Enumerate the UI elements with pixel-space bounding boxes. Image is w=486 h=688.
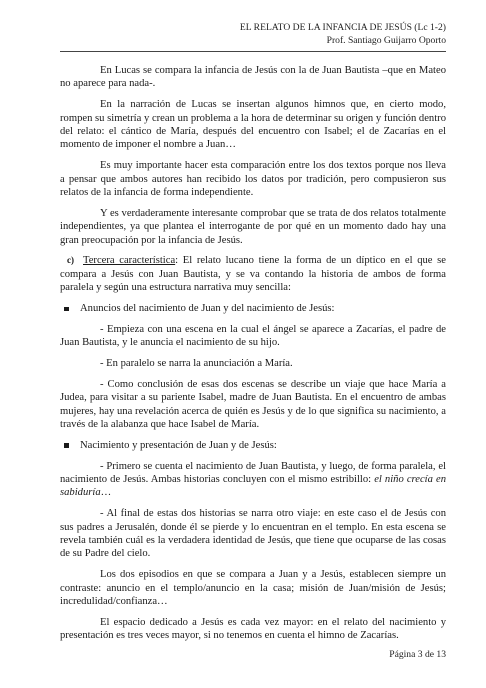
bullet-item — [60, 302, 446, 315]
paragraph: Es muy importante hacer esta comparación entre los dos textos porque nos lleva a pensar que ambos autores han recibido los datos por tradición, pero compusieron sus relatos de la infancia de forma independiente. — [60, 160, 446, 199]
refrain-italic: el niño crecía en sabiduría — [60, 474, 446, 499]
paragraph — [60, 460, 446, 500]
bullet-item — [60, 439, 446, 452]
paragraph-ellipsis: … — [100, 487, 112, 499]
document-body — [60, 64, 446, 650]
item-heading: Tercera característica — [83, 255, 176, 267]
paragraph: En Lucas se compara la infancia de Jesús con la de Juan Bautista –que en Mateo no aparece para nada-. — [60, 65, 446, 90]
paragraph: El espacio dedicado a Jesús es cada vez mayor: en el relato del nacimiento y presentación es tres veces mayor, si no tenemos en cuenta el himno de Zacarías. — [60, 616, 446, 642]
item-label: c) — [67, 255, 74, 266]
paragraph: - En paralelo se narra la anunciación a María. — [100, 358, 293, 370]
paragraph: Los dos episodios en que se compara a Juan y a Jesús, establecen siempre un contraste: anuncio en el templo/anuncio en la casa; misión de Juan/misión de Jesús; incredulidad/confianza… — [60, 569, 446, 608]
paragraph: En la narración de Lucas se insertan algunos himnos que, en cierto modo, rompen su simetría y crean un problema a la hora de determinar su origen y función dentro del relato: el cántico de María, después del encuentro con Isabel; el de Zacarías en el momento de imponer el nombre a Juan… — [60, 99, 446, 151]
paragraph: - Al final de estas dos historias se narra otro viaje: en este caso el de Jesús con sus padres a Jerusalén, donde él se pierde y lo encuentran en el templo. En esta escena se revela también cuál es la verdadera identidad de Jesús, que tiene que ocuparse de las cosas de su Padre del cielo. — [60, 508, 446, 560]
item-c-paragraph — [60, 254, 446, 294]
paragraph: - Como conclusión de esas dos escenas se describe un viaje que hace María a Judea, para visitar a su pariente Isabel, madre de Juan Bautista. En el encuentro de ambas mujeres, hay una revelación acerca de quién es Jesús y de lo que significa su nacimiento, a través de la alabanza que hace Isabel de María. — [60, 378, 446, 431]
paragraph-text: - Primero se cuenta el nacimiento de Juan Bautista, y luego, de forma paralela, el nacimiento de Jesús. Ambas historias concluyen con el mismo estribillo: — [60, 460, 446, 486]
paragraph: - Empieza con una escena en la cual el ángel se aparece a Zacarías, el padre de Juan Bautista, y le anuncia el nacimiento de su hijo. — [60, 323, 446, 349]
header-divider — [60, 51, 446, 52]
bullet-text: Nacimiento y presentación de Juan y de Jesús: — [80, 439, 277, 451]
item-text: : El relato lucano tiene la forma de un díptico en el que se compara a Jesús con Juan Bautista, y se va contando la historia de ambos de forma paralela y según una estructura narrativa muy sencilla: — [60, 255, 446, 294]
header-title: EL RELATO DE LA INFANCIA DE JESÚS (Lc 1-2) — [239, 22, 446, 33]
bullet-marker-icon — [64, 307, 69, 312]
bullet-text: Anuncios del nacimiento de Juan y del nacimiento de Jesús: — [80, 303, 335, 315]
page-number: Página 3 de 13 — [389, 649, 446, 660]
running-header — [240, 22, 446, 47]
paragraph: Y es verdaderamente interesante comprobar que se trata de dos relatos totalmente independientes, ya que plantea el interrogante de por qué en un momento dado hay una gran preocupación por la infancia de Jesús. — [60, 207, 446, 246]
header-author: Prof. Santiago Guijarro Oporto — [326, 34, 446, 46]
bullet-marker-icon — [64, 443, 69, 448]
